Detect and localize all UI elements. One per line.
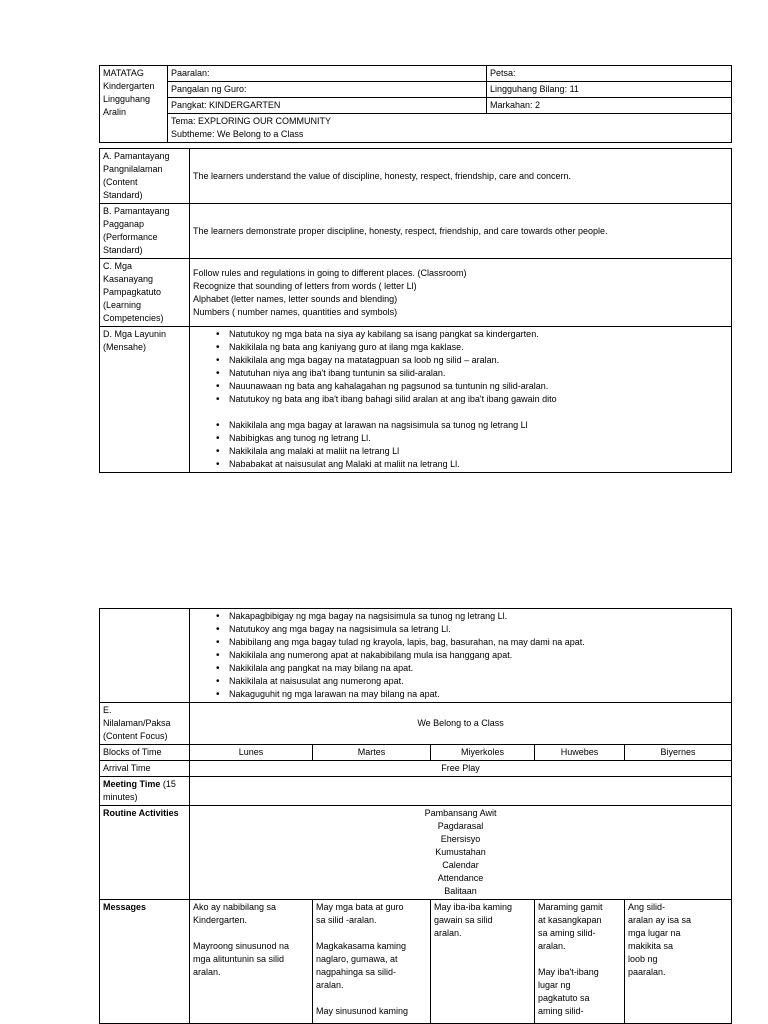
list-item: • Nakaguguhit ng mga larawan na may bilang na apat. — [229, 688, 728, 701]
list-item: • Nakikilala ang pangkat na may bilang na apat. — [229, 662, 728, 675]
petsa-field: Petsa: — [487, 66, 732, 82]
arrival-time-text: Free Play — [190, 761, 732, 777]
list-item: • Nakapagbibigay ng mga bagay na nagsisimula sa tunog ng letrang Ll. — [229, 610, 728, 623]
layunin-list — [190, 327, 732, 473]
list-item: • Nakikilala ang malaki at maliit na letrang Ll — [229, 445, 728, 458]
list-item: • Natutuhan niya ang iba't ibang tuntunin sa silid-aralan. — [229, 367, 728, 380]
blank-label-cell — [100, 609, 190, 703]
list-item: • Nakikilala ang mga bagay at larawan na nagsisimula sa tunog ng letrang Ll — [229, 419, 728, 432]
content-standard-label: A. Pamantayang Pangnilalaman (Content Standard) — [100, 149, 190, 204]
routine-activities-label: Routine Activities — [100, 806, 190, 900]
list-item: • Nakikilala ang mga bagay na matatagpuan sa loob ng silid – aralan. — [229, 354, 728, 367]
message-friday: Ang silid- aralan ay isa sa mga lugar na makikita sa loob ng paaralan. — [625, 900, 732, 1024]
day-thursday: Huwebes — [535, 745, 625, 761]
list-item: • Natutukoy ng mga bata na siya ay kabilang sa isang pangkat sa kindergarten. — [229, 328, 728, 341]
list-item: • Nabibilang ang mga bagay tulad ng krayola, lapis, bag, basurahan, na may dami na apat. — [229, 636, 728, 649]
pangkat-field: Pangkat: KINDERGARTEN — [168, 98, 487, 114]
learning-competencies-text: Follow rules and regulations in going to different places. (Classroom) Recognize that sounding of letters from words ( letter Ll) Alphabet (letter names, letter sounds and blending) Numbers ( number names, quantities and symbols) — [190, 259, 732, 327]
layunin-label: D. Mga Layunin (Mensahe) — [100, 327, 190, 473]
header-left-label: MATATAG Kindergarten Lingguhang Aralin — [100, 66, 168, 143]
content-focus-label: E. Nilalaman/Paksa (Content Focus) — [100, 703, 190, 745]
standards-table — [99, 148, 732, 473]
day-tuesday: Martes — [313, 745, 431, 761]
message-thursday: Maraming gamit at kasangkapan sa aming silid- aralan. May iba't-ibang lugar ng pagkatuto sa aming silid- — [535, 900, 625, 1024]
schedule-table — [99, 608, 732, 1024]
meeting-time-label: Meeting Time (15 minutes) — [100, 777, 190, 806]
list-item: • Nakikilala ng bata ang kaniyang guro at ilang mga kaklase. — [229, 341, 728, 354]
performance-standard-text: The learners demonstrate proper discipline, honesty, respect, friendship, and care towards other people. — [190, 204, 732, 259]
day-friday: Biyernes — [625, 745, 732, 761]
list-item: • Natutukoy ang mga bagay na nagsisimula sa letrang Ll. — [229, 623, 728, 636]
bilang-field: Lingguhang Bilang: 11 — [487, 82, 732, 98]
performance-standard-label: B. Pamantayang Pagganap (Performance Standard) — [100, 204, 190, 259]
paaralan-field: Paaralan: — [168, 66, 487, 82]
tema-field: Tema: EXPLORING OUR COMMUNITY Subtheme: We Belong to a Class — [168, 114, 732, 143]
list-item: • Nauunawaan ng bata ang kahalagahan ng pagsunod sa tuntunin ng silid-aralan. — [229, 380, 728, 393]
meeting-time-cell — [190, 777, 732, 806]
header-table — [99, 65, 732, 143]
content-focus-text: We Belong to a Class — [190, 703, 732, 745]
list-item: • Nakikilala ang numerong apat at nakabibilang mula isa hanggang apat. — [229, 649, 728, 662]
routine-activities-list: Pambansang Awit Pagdarasal Ehersisyo Kumustahan Calendar Attendance Balitaan — [190, 806, 732, 900]
markahan-field: Markahan: 2 — [487, 98, 732, 114]
messages-label: Messages — [100, 900, 190, 1024]
day-wednesday: Miyerkoles — [431, 745, 535, 761]
learning-competencies-label: C. Mga Kasanayang Pampagkatuto (Learning Competencies) — [100, 259, 190, 327]
message-tuesday: May mga bata at guro sa silid -aralan. Magkakasama kaming naglaro, gumawa, at nagpahinga sa silid- aralan. May sinusunod kaming — [313, 900, 431, 1024]
list-item: • Natutukoy ng bata ang iba't ibang bahagi silid aralan at ang iba't ibang gawain dito — [229, 393, 728, 406]
layunin-continued-list — [190, 609, 732, 703]
list-item: • Nakikilala at naisusulat ang numerong apat. — [229, 675, 728, 688]
guro-field: Pangalan ng Guro: — [168, 82, 487, 98]
message-wednesday: May iba-iba kaming gawain sa silid aralan. — [431, 900, 535, 1024]
message-monday: Ako ay nabibilang sa Kindergarten. Mayroong sinusunod na mga alituntunin sa silid aralan. — [190, 900, 313, 1024]
list-item: • Nababakat at naisusulat ang Malaki at maliit na letrang Ll. — [229, 458, 728, 471]
day-monday: Lunes — [190, 745, 313, 761]
blocks-of-time-label: Blocks of Time — [100, 745, 190, 761]
list-item: • Nabibigkas ang tunog ng letrang Ll. — [229, 432, 728, 445]
arrival-time-label: Arrival Time — [100, 761, 190, 777]
content-standard-text: The learners understand the value of discipline, honesty, respect, friendship, care and concern. — [190, 149, 732, 204]
